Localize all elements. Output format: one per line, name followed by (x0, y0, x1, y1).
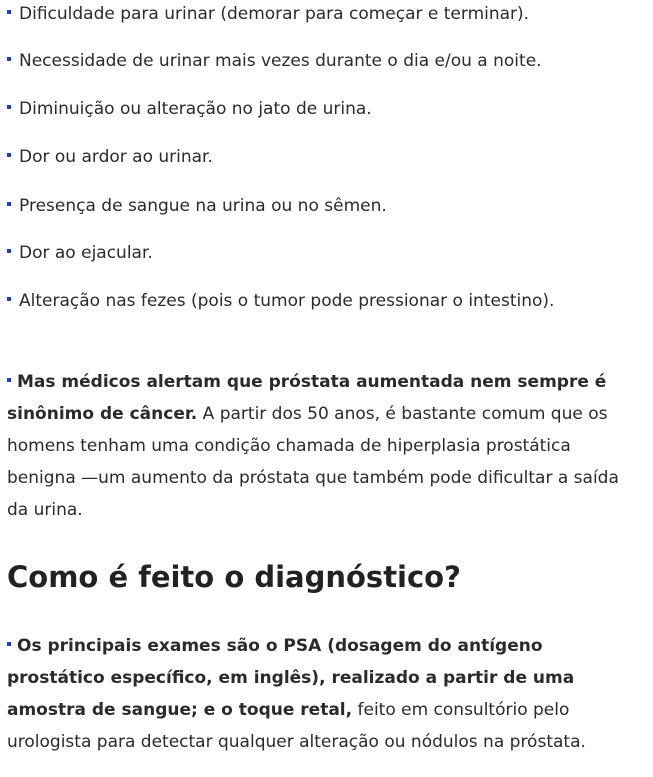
symptom-text: Dificuldade para urinar (demorar para começar e terminar). (19, 4, 530, 24)
bullet-icon (7, 153, 11, 157)
list-item (7, 49, 542, 73)
diagnosis-bold-text: Os principais exames são o PSA (dosagem do antígeno prostático específico, em inglês), realizado a partir de uma amostra de sangue; e o toque retal, (7, 636, 575, 720)
bullet-icon (7, 105, 11, 109)
symptom-text: Dor ao ejacular. (19, 243, 153, 263)
symptom-text: Diminuição ou alteração no jato de urina. (19, 99, 372, 119)
symptom-text: Alteração nas fezes (pois o tumor pode pressionar o intestino). (19, 291, 555, 311)
bullet-icon (7, 10, 11, 14)
diagnosis-text: feito em consultório pelo urologista para detectar qualquer alteração ou nódulos na próstata. (7, 700, 586, 752)
diagnosis-paragraph (7, 630, 643, 758)
symptom-text: Necessidade de urinar mais vezes durante o dia e/ou a noite. (19, 51, 542, 71)
bullet-icon (7, 297, 11, 301)
symptom-text: Dor ou ardor ao urinar. (19, 147, 213, 167)
symptom-text: Presença de sangue na urina ou no sêmen. (19, 196, 387, 216)
bullet-icon (7, 642, 11, 646)
list-item (7, 145, 213, 169)
list-item (7, 289, 554, 313)
section-heading: Como é feito o diagnóstico? (7, 560, 461, 594)
warning-bold-text: Mas médicos alertam que próstata aumentada nem sempre é sinônimo de câncer. (7, 372, 607, 424)
warning-text: A partir dos 50 anos, é bastante comum que os homens tenham uma condição chamada de hiperplasia prostática benigna —um aumento da próstata que também pode dificultar a saída da urina. (7, 404, 619, 520)
bullet-icon (7, 378, 11, 382)
bullet-icon (7, 202, 11, 206)
list-item (7, 241, 153, 265)
list-item (7, 194, 387, 218)
bullet-icon (7, 57, 11, 61)
warning-paragraph (7, 366, 643, 526)
bullet-icon (7, 249, 11, 253)
list-item (7, 2, 529, 26)
list-item (7, 97, 372, 121)
